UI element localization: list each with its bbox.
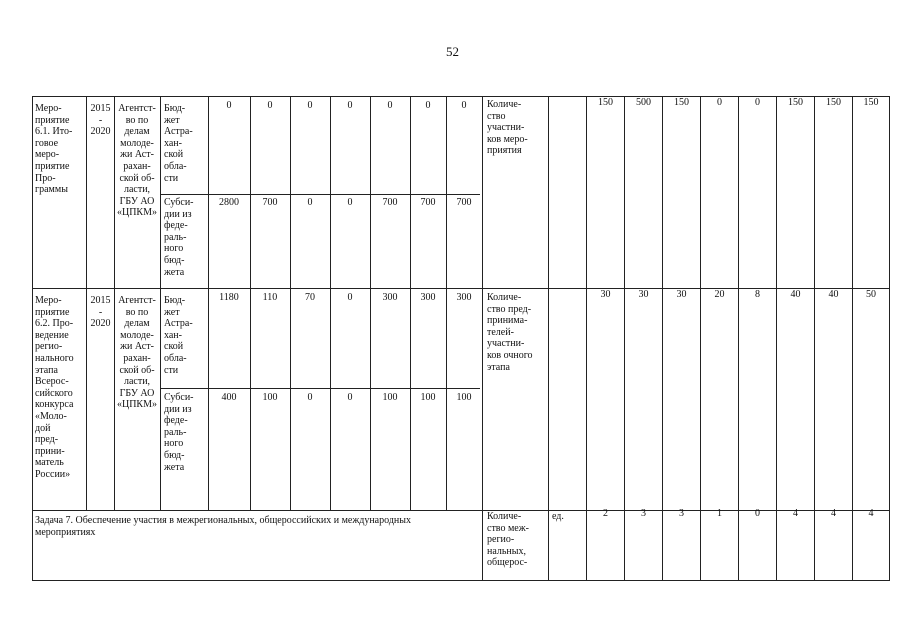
row1-s2-2019: 700 — [420, 197, 436, 208]
page-number: 52 — [446, 44, 459, 59]
task7-target-1: 2 — [603, 508, 608, 519]
row1-executor: Агентст- во по делам молоде- жи Аст- рахан- ской об- ласти, ГБУ АО «ЦПКМ» — [116, 103, 157, 219]
row2-s2-2018: 100 — [382, 392, 398, 403]
row2-period: 2015 - 2020 — [90, 295, 111, 330]
row1-s2-2015: 700 — [262, 197, 278, 208]
row1-s1-total: 0 — [226, 100, 232, 111]
row2-target-2: 30 — [638, 289, 649, 300]
row2-s1-2018: 300 — [382, 292, 398, 303]
row1-s2-2020: 700 — [456, 197, 472, 208]
task7-target-7: 4 — [831, 508, 836, 519]
row2-target-8: 50 — [866, 289, 876, 300]
task7-target-4: 1 — [717, 508, 722, 519]
row2-executor: Агентст- во по делам молоде- жи Аст- рахан- ской об- ласти, ГБУ АО «ЦПКМ» — [116, 295, 157, 411]
row2-s1-2015: 110 — [262, 292, 278, 303]
row1-target-2: 500 — [636, 97, 651, 108]
table-bottom-border — [32, 580, 890, 581]
task7-target-6: 4 — [793, 508, 798, 519]
row1-target-3: 150 — [674, 97, 689, 108]
row2-s1-2020: 300 — [456, 292, 472, 303]
row2-s2-total: 400 — [221, 392, 237, 403]
row1-s1-2017: 0 — [347, 100, 353, 111]
row2-s1-2016: 70 — [305, 292, 315, 303]
task7-text: Задача 7. Обеспечение участия в межрегиональных, общероссийских и международных мероприятиях — [35, 515, 411, 538]
row1-target-6: 150 — [788, 97, 803, 108]
col-line-source — [160, 96, 161, 510]
row2-event: Меро- приятие 6.2. Про- ведение регио- нального этапа Всерос- сийского конкурса «Моло- дой пред- прини- матель России» — [35, 295, 74, 480]
row1-target-5: 0 — [755, 97, 760, 108]
row1-s1-2016: 0 — [307, 100, 313, 111]
task7-target-3: 3 — [679, 508, 684, 519]
row2-target-7: 40 — [828, 289, 839, 300]
row2-target-4: 20 — [714, 289, 725, 300]
row2-source1-name: Бюд- жет Астра- хан- ской обла- сти — [164, 295, 193, 376]
row2-target-3: 30 — [676, 289, 687, 300]
row2-target-1: 30 — [600, 289, 611, 300]
row1-s1-2020: 0 — [461, 100, 467, 111]
col-line-2016 — [290, 96, 291, 510]
row2-target-6: 40 — [790, 289, 801, 300]
col-line-2018 — [370, 96, 371, 510]
row1-source1-name: Бюд- жет Астра- хан- ской обла- сти — [164, 103, 193, 184]
row2-s2-2017: 0 — [347, 392, 353, 403]
row2-indicator: Количе- ство пред- принима- телей- участни- ков очного этапа — [487, 292, 533, 373]
table-right-border — [889, 96, 890, 580]
col-line-indicator — [482, 96, 483, 580]
col-line-unit — [548, 96, 549, 580]
row1-s2-2016: 0 — [307, 197, 313, 208]
row2-s1-2017: 0 — [347, 292, 353, 303]
task7-target-8: 4 — [868, 508, 874, 519]
row1-s1-2015: 0 — [267, 100, 273, 111]
row1-s2-2018: 700 — [382, 197, 398, 208]
row1-indicator: Количе- ство участни- ков меро- приятия — [487, 99, 528, 157]
row1-s2-total: 2800 — [219, 197, 239, 208]
row2-s2-2020: 100 — [456, 392, 472, 403]
row1-source2-name: Субси- дии из феде- раль- ного бюд- жета — [164, 197, 194, 278]
row2-s1-total: 1180 — [219, 292, 239, 303]
row1-target-4: 0 — [717, 97, 722, 108]
col-line-total — [208, 96, 209, 510]
table-left-border — [32, 96, 33, 580]
row1-s1-2018: 0 — [387, 100, 393, 111]
row1-s2-2017: 0 — [347, 197, 353, 208]
row1-target-1: 150 — [598, 97, 613, 108]
row1-period: 2015 - 2020 — [90, 103, 111, 138]
row1-s1-2019: 0 — [425, 100, 431, 111]
col-line-2017 — [330, 96, 331, 510]
task7-target-5: 0 — [755, 508, 760, 519]
task7-target-2: 3 — [641, 508, 646, 519]
row2-s1-2019: 300 — [420, 292, 436, 303]
task7-indicator: Количе- ство меж- регио- нальных, общерос- — [487, 511, 529, 569]
task7-unit: ед. — [552, 511, 564, 522]
row2-source2-name: Субси- дии из феде- раль- ного бюд- жета — [164, 392, 194, 473]
col-line-2015 — [250, 96, 251, 510]
row2-s2-2016: 0 — [307, 392, 313, 403]
row2-target-5: 8 — [755, 289, 760, 300]
row2-s2-2019: 100 — [420, 392, 436, 403]
row1-target-7: 150 — [826, 97, 841, 108]
col-line-2019 — [410, 96, 411, 510]
col-line-2020 — [446, 96, 447, 510]
row2-s2-2015: 100 — [262, 392, 278, 403]
row1-target-8: 150 — [863, 97, 879, 108]
row1-event: Меро- приятие 6.1. Ито- говое меро- приятие Про- граммы — [35, 103, 73, 196]
